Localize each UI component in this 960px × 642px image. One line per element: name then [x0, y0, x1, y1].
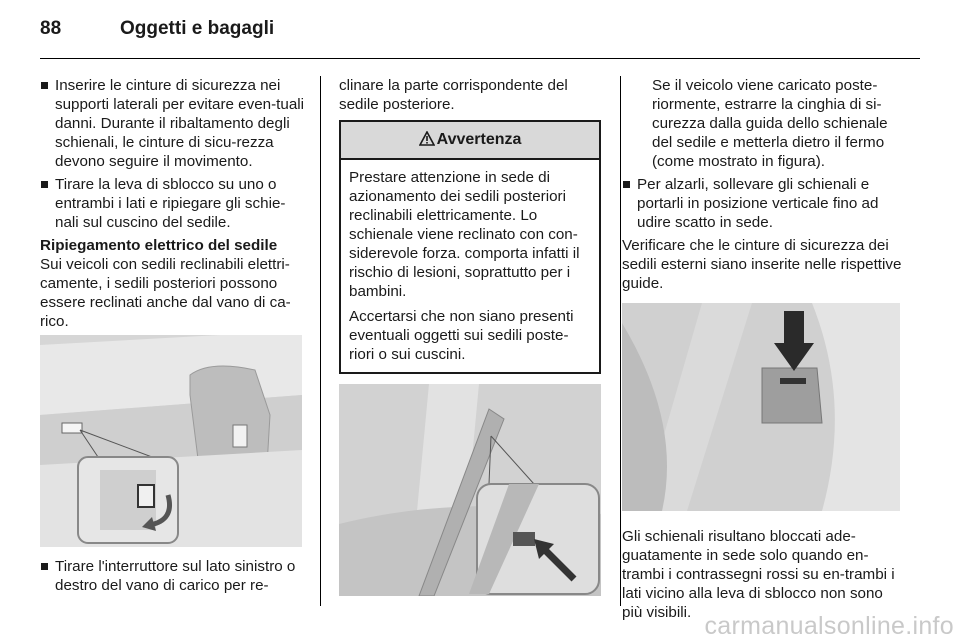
watermark: carmanualsonline.info — [704, 612, 954, 640]
subheading-electric-fold: Ripiegamento elettrico del sedile — [40, 237, 278, 254]
page-number: 88 — [40, 18, 62, 39]
warning-triangle-icon — [419, 131, 435, 151]
bullet-cargo-switch: Tirare l'interruttore sul lato sinistro o destro del vano di carico per re- — [40, 557, 305, 595]
paragraph-locked-properly: Gli schienali risultano bloccati ade-guatamente in sede solo quando en-trambi i contrassegni rossi su en-trambi i lati vicino alla leva di sblocco non sono più visibili. — [622, 528, 895, 621]
bullet-release-lever: Tirare la leva di sblocco su uno o entrambi i lati e ripiegare gli schie-nali sul cuscino del sedile. — [40, 175, 305, 232]
page-title: Oggetti e bagagli — [120, 18, 275, 39]
warning-title: Avvertenza — [436, 131, 522, 148]
column-right — [622, 76, 904, 626]
warning-paragraph-1: Prestare attenzione in sede di azionamento dei sedili posteriori reclinabili elettricamente. Lo schienale viene reclinato con con-siderevole forza. comporta infatti il rischio di lesioni, soprattutto per i bambini. — [349, 169, 580, 300]
column-divider-1 — [320, 76, 321, 606]
column-middle — [339, 76, 601, 596]
column-divider-2 — [620, 76, 621, 606]
figure-red-markings — [622, 303, 900, 511]
warning-header — [341, 122, 599, 160]
paragraph-belt-behind-catch: Se il veicolo viene caricato poste-riormente, estrarre la cinghia di si-curezza dalla guida dello schienale del sedile e metterla dietro il fermo (come mostrato in figura). — [652, 77, 888, 170]
figure-seatbelt-guide — [339, 384, 601, 596]
header-rule — [40, 58, 920, 59]
bullet-seatbelt-guides: Inserire le cinture di sicurezza nei supporti laterali per evitare even-tuali danni. Durante il ribaltamento degli schienali, le cinture di sicu-rezza devono seguire il movimento. — [40, 76, 305, 171]
column-left — [40, 76, 305, 599]
paragraph-electric-fold: Sui veicoli con sedili reclinabili elettri-camente, i sedili posteriori possono essere reclinati anche dal vano di ca-rico. — [40, 256, 291, 330]
bullet-raise-backrests: Per alzarli, sollevare gli schienali e portarli in posizione verticale fino ad udire scatto in sede. — [622, 175, 904, 232]
warning-paragraph-2: Accertarsi che non siano presenti eventuali oggetti sui sedili poste-riori o sui cuscini. — [349, 308, 574, 363]
warning-body — [341, 160, 599, 372]
paragraph-continued: clinare la parte corrispondente del sedile posteriore. — [339, 77, 568, 113]
figure-cargo-switch — [40, 335, 302, 547]
warning-box — [339, 120, 601, 374]
paragraph-check-guides: Verificare che le cinture di sicurezza dei sedili esterni siano inserite nelle rispettive guide. — [622, 237, 902, 292]
page-header — [40, 16, 920, 60]
